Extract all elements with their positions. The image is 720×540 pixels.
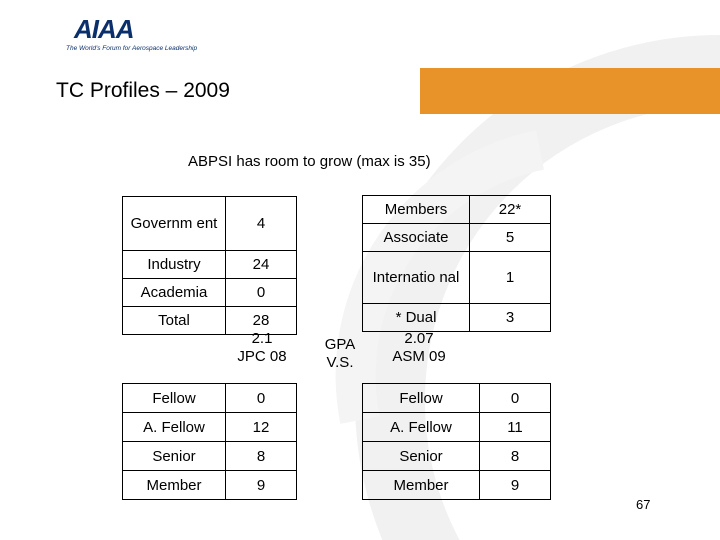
table-cell-value: 0 <box>480 384 551 413</box>
membership-category-table <box>122 196 297 335</box>
subtitle: ABPSI has room to grow (max is 35) <box>188 153 431 170</box>
left-gpa-label: JPC 08 <box>237 348 287 365</box>
table-cell-value: 28 <box>226 307 297 335</box>
table-cell-value: 9 <box>480 471 551 500</box>
page-number: 67 <box>636 497 651 512</box>
right-gpa-value: 2.07 <box>404 330 434 347</box>
membership-status-table <box>362 195 551 332</box>
table-cell-value: 5 <box>470 224 551 252</box>
table-cell-label: Senior <box>363 442 480 471</box>
aiaa-logo <box>66 14 198 58</box>
table-cell-label: Academia <box>123 279 226 307</box>
title-box <box>0 68 420 114</box>
table-cell-label: Internatio nal <box>363 252 470 304</box>
table-cell-label: Fellow <box>123 384 226 413</box>
table-cell-label: Member <box>363 471 480 500</box>
table-cell-value: 3 <box>470 304 551 332</box>
table-cell-label: Governm ent <box>123 197 226 251</box>
table-cell-label: * Dual <box>363 304 470 332</box>
gpa-center-label <box>300 336 380 372</box>
table-cell-value: 0 <box>226 384 297 413</box>
table-cell-label: Member <box>123 471 226 500</box>
table-cell-value: 9 <box>226 471 297 500</box>
table-cell-value: 22* <box>470 196 551 224</box>
right-gpa-label: ASM 09 <box>392 348 446 365</box>
table-cell-label: Senior <box>123 442 226 471</box>
left-gpa-value: 2.1 <box>251 330 273 347</box>
table-cell-value: 8 <box>480 442 551 471</box>
table-cell-label: Members <box>363 196 470 224</box>
table-cell-label: Total <box>123 307 226 335</box>
gpa-label-line1: GPA <box>324 336 356 353</box>
right-gpa-block <box>374 330 464 366</box>
table-cell-label: A. Fellow <box>123 413 226 442</box>
table-cell-value: 0 <box>226 279 297 307</box>
table-cell-value: 1 <box>470 252 551 304</box>
table-cell-value: 8 <box>226 442 297 471</box>
table-cell-label: Industry <box>123 251 226 279</box>
table-cell-value: 4 <box>226 197 297 251</box>
gpa-label-line2: V.S. <box>326 354 354 371</box>
grade-table-right <box>362 383 551 500</box>
table-cell-label: Fellow <box>363 384 480 413</box>
table-cell-value: 12 <box>226 413 297 442</box>
table-cell-label: Associate <box>363 224 470 252</box>
table-cell-value: 11 <box>480 413 551 442</box>
title-band <box>0 68 720 114</box>
table-cell-value: 24 <box>226 251 297 279</box>
logo-tagline: The World's Forum for Aerospace Leadership <box>66 45 198 52</box>
left-gpa-block <box>222 330 302 366</box>
logo-text: AIAA <box>74 14 134 44</box>
table-cell-label: A. Fellow <box>363 413 480 442</box>
page-title: TC Profiles – 2009 <box>56 79 230 102</box>
grade-table-left <box>122 383 297 500</box>
